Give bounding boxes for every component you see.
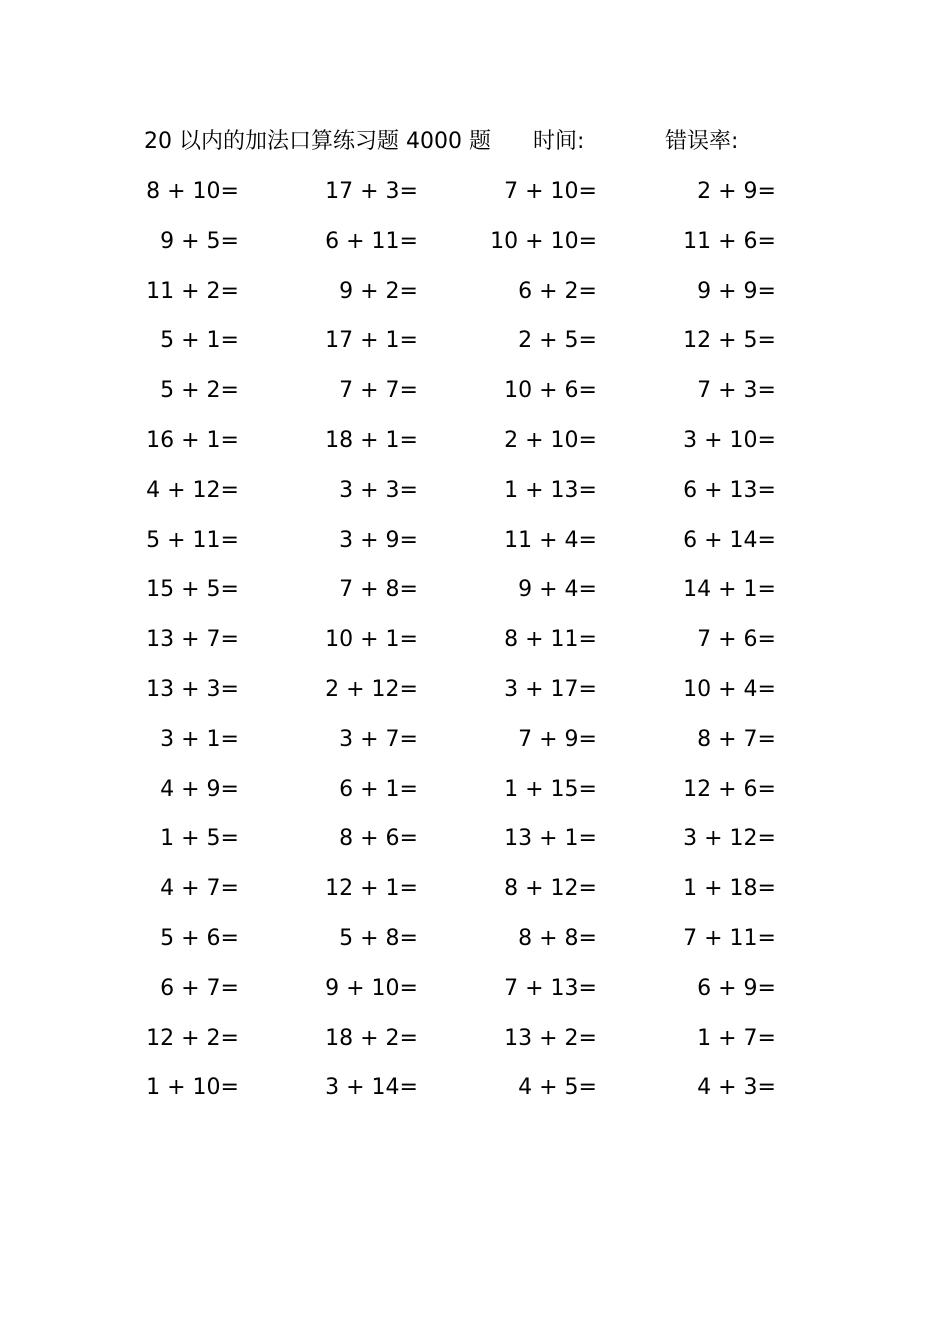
error-rate-label: 错误率: [665, 129, 739, 154]
problem-item: 7 + 10= [504, 179, 597, 204]
problem-item: 6 + 9= [697, 975, 776, 1001]
problem-item: 1 + 5= [160, 826, 239, 852]
problem-row [0, 172, 950, 222]
problem-row [0, 720, 950, 770]
problem-item: 10 + 1= [325, 627, 418, 653]
problem-row [0, 321, 950, 371]
problem-item: 7 + 13= [504, 975, 597, 1001]
problem-item: 12 + 6= [683, 776, 776, 802]
problem-item: 1 + 7= [697, 1025, 776, 1051]
problem-item: 9 + 9= [697, 278, 776, 304]
problem-item: 3 + 10= [683, 427, 776, 453]
problem-item: 17 + 1= [325, 328, 418, 354]
problem-item: 6 + 11= [325, 228, 418, 254]
problem-item: 11 + 4= [504, 527, 597, 553]
problem-item: 10 + 4= [683, 676, 776, 702]
problem-item: 8 + 6= [339, 826, 418, 852]
problem-item: 13 + 1= [504, 826, 597, 852]
problem-item: 7 + 3= [697, 378, 776, 404]
problem-item: 6 + 7= [160, 975, 239, 1001]
problem-item: 12 + 2= [146, 1025, 239, 1051]
problem-item: 10 + 6= [504, 378, 597, 404]
problem-row [0, 969, 950, 1019]
problem-item: 16 + 1= [146, 427, 239, 453]
problem-item: 9 + 5= [160, 228, 239, 254]
problem-item: 18 + 2= [325, 1025, 418, 1051]
problem-item: 3 + 12= [683, 826, 776, 852]
problem-item: 3 + 9= [339, 527, 418, 553]
problem-item: 6 + 13= [683, 477, 776, 503]
problem-row [0, 222, 950, 272]
problem-row [0, 869, 950, 919]
worksheet-header [0, 124, 950, 160]
problem-item: 4 + 12= [146, 477, 239, 503]
problem-item: 1 + 18= [683, 876, 776, 902]
time-label: 时间: [533, 129, 585, 154]
problem-row [0, 770, 950, 820]
problem-item: 1 + 15= [504, 776, 597, 802]
problem-item: 12 + 1= [325, 876, 418, 902]
problem-item: 6 + 2= [518, 278, 597, 304]
problem-row [0, 919, 950, 969]
problem-item: 8 + 7= [697, 726, 776, 752]
problem-item: 2 + 12= [325, 676, 418, 702]
problem-item: 9 + 10= [325, 975, 418, 1001]
problem-item: 15 + 5= [146, 577, 239, 603]
problem-item: 9 + 2= [339, 278, 418, 304]
problem-item: 10 + 10= [490, 228, 597, 254]
problem-item: 5 + 11= [146, 527, 239, 553]
problem-item: 11 + 2= [146, 278, 239, 304]
problem-item: 4 + 5= [518, 1075, 597, 1101]
problem-row [0, 471, 950, 521]
problem-item: 12 + 5= [683, 328, 776, 354]
problem-item: 6 + 14= [683, 527, 776, 553]
problem-item: 5 + 6= [160, 925, 239, 951]
problem-item: 3 + 17= [504, 676, 597, 702]
page-title: 20 以内的加法口算练习题 4000 题 [144, 129, 491, 154]
problem-item: 7 + 11= [683, 925, 776, 951]
problem-item: 1 + 13= [504, 477, 597, 503]
problem-item: 9 + 4= [518, 577, 597, 603]
problem-row [0, 620, 950, 670]
problem-row [0, 1068, 950, 1118]
problem-row [0, 371, 950, 421]
problem-row [0, 819, 950, 869]
problem-item: 11 + 6= [683, 228, 776, 254]
problem-item: 3 + 3= [339, 477, 418, 503]
problem-item: 18 + 1= [325, 427, 418, 453]
problem-item: 2 + 5= [518, 328, 597, 354]
problem-item: 8 + 10= [146, 179, 239, 204]
problem-item: 13 + 7= [146, 627, 239, 653]
problem-item: 13 + 2= [504, 1025, 597, 1051]
problem-item: 4 + 9= [160, 776, 239, 802]
problem-item: 7 + 8= [339, 577, 418, 603]
problem-item: 5 + 8= [339, 925, 418, 951]
problem-item: 8 + 11= [504, 627, 597, 653]
problem-item: 4 + 3= [697, 1075, 776, 1101]
problem-item: 8 + 12= [504, 876, 597, 902]
problem-item: 2 + 10= [504, 427, 597, 453]
problem-item: 3 + 7= [339, 726, 418, 752]
problem-item: 13 + 3= [146, 676, 239, 702]
problem-item: 3 + 14= [325, 1075, 418, 1101]
problem-row [0, 670, 950, 720]
problem-row [0, 521, 950, 571]
problem-row [0, 272, 950, 322]
problem-row [0, 1019, 950, 1069]
problem-item: 5 + 2= [160, 378, 239, 404]
problem-row [0, 570, 950, 620]
problem-item: 2 + 9= [697, 179, 776, 204]
problem-item: 7 + 9= [518, 726, 597, 752]
problem-item: 3 + 1= [160, 726, 239, 752]
problem-item: 7 + 6= [697, 627, 776, 653]
problem-item: 4 + 7= [160, 876, 239, 902]
problem-item: 6 + 1= [339, 776, 418, 802]
problem-grid [0, 172, 950, 1118]
problem-row [0, 421, 950, 471]
problem-item: 7 + 7= [339, 378, 418, 404]
problem-item: 1 + 10= [146, 1075, 239, 1101]
problem-item: 8 + 8= [518, 925, 597, 951]
problem-item: 5 + 1= [160, 328, 239, 354]
problem-item: 14 + 1= [683, 577, 776, 603]
problem-item: 17 + 3= [325, 179, 418, 204]
